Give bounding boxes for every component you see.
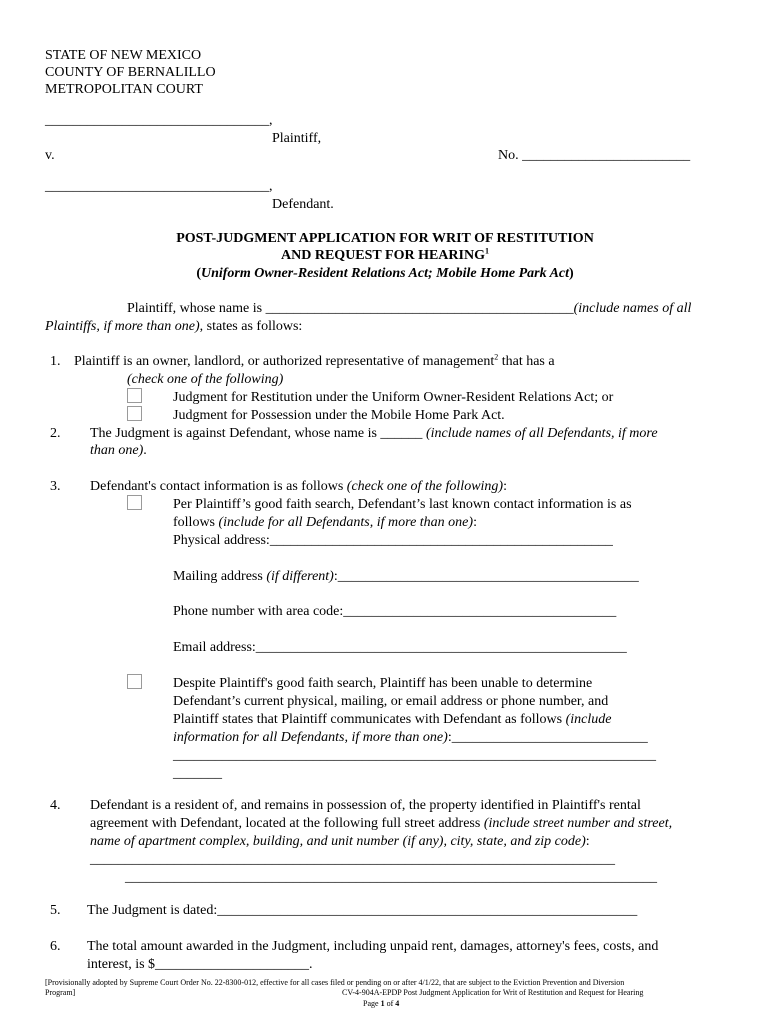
contact-unknown-hint-cont: information for all Defendants, if more than one) (173, 730, 448, 745)
contact-method-blank-line2[interactable]: _____________________________________________________________________ (173, 748, 656, 763)
contact-unknown-text: Plaintiff states that Plaintiff communicates with Defendant as follows (173, 712, 566, 727)
contact-known-hint: (include for all Defendants, if more than one) (218, 515, 474, 530)
subtitle-acts: Uniform Owner-Resident Relations Act; Mobile Home Park Act (200, 266, 570, 281)
judgment-possession-label: Judgment for Possession under the Mobile Home Park Act. (173, 408, 505, 423)
page-total: 4 (395, 999, 400, 1008)
defendant-label: Defendant. (272, 197, 334, 212)
item4-number: 4. (50, 798, 61, 813)
intro-hint-cont: Plaintiffs, if more than one) (45, 319, 200, 334)
defendant-name-blank: ________________________________, (45, 179, 273, 194)
footer-program: Program] (45, 988, 76, 997)
item1-text (74, 353, 555, 370)
case-number-field: No. ________________________ (498, 148, 691, 163)
footnote-ref-2: 2 (494, 352, 499, 362)
intro-line2 (45, 318, 302, 335)
mailing-address-blank[interactable]: :___________________________________________ (333, 569, 639, 584)
email-address-field[interactable]: Email address:_____________________________________________________ (173, 640, 627, 655)
item3-number: 3. (50, 479, 61, 494)
rental-address-blank-line1[interactable]: ___________________________________________________________________________ (90, 852, 615, 867)
item3-colon: : (503, 479, 507, 494)
judgment-amount-field[interactable]: interest, is $______________________. (87, 957, 313, 972)
item6-line1: The total amount awarded in the Judgment, including unpaid rent, damages, attorney's fees, costs, and (87, 939, 659, 954)
item2-end: . (143, 443, 147, 458)
contact-unknown-line4 (173, 729, 648, 746)
contact-method-blank[interactable]: :____________________________ (447, 730, 648, 745)
plaintiff-names-blank-tail: _____ (538, 301, 574, 316)
plaintiff-name-blank: ________________________________, (45, 113, 273, 128)
item4-line1: Defendant is a resident of, and remains in possession of, the property identified in Plaintiff's rental (90, 798, 641, 813)
item2-line2 (90, 442, 147, 459)
contact-known-line1: Per Plaintiff’s good faith search, Defendant’s last known contact information is as (173, 497, 632, 512)
item2-line1 (90, 425, 658, 442)
judgment-restitution-checkbox[interactable] (127, 388, 142, 403)
item3-text: Defendant's contact information is as follows (90, 479, 347, 494)
item3-line1 (90, 478, 507, 495)
item4-line3 (90, 833, 590, 850)
footer-adoption-note: [Provisionally adopted by Supreme Court Order No. 22-8300-012, effective for all cases filed or pending on or after 4/1/22, that are subject to the Eviction Prevention and Diversion (45, 978, 625, 987)
page-indicator (363, 999, 399, 1009)
item4-hint-cont: name of apartment complex, building, and unit number (if any), city, state, and zip code) (90, 834, 586, 849)
rental-address-blank-line2[interactable]: ____________________________________________________________________________ (125, 870, 657, 885)
item2-text: The Judgment is against Defendant, whose name is ______ (90, 426, 426, 441)
title-line2-text: AND REQUEST FOR HEARING (281, 248, 485, 263)
contact-unknown-checkbox[interactable] (127, 674, 142, 689)
mailing-address-label: Mailing address (173, 569, 267, 584)
subtitle-open: ( (196, 266, 201, 281)
page-label: Page (363, 999, 381, 1008)
page-number: 1 (380, 999, 385, 1008)
contact-known-follows: follows (173, 515, 219, 530)
contact-known-checkbox[interactable] (127, 495, 142, 510)
mailing-address-field (173, 568, 639, 585)
contact-unknown-hint: (include (565, 712, 612, 727)
contact-unknown-line2: Defendant’s current physical, mailing, or email address or phone number, and (173, 694, 609, 709)
plaintiff-names-blank: _______________________________________ (265, 301, 539, 316)
item1-number: 1. (50, 354, 61, 369)
court-name: METROPOLITAN COURT (45, 82, 203, 97)
contact-unknown-line3 (173, 711, 611, 728)
document-subtitle (0, 265, 770, 282)
court-state: STATE OF NEW MEXICO (45, 48, 202, 63)
item4-text: agreement with Defendant, located at the following full street address (90, 816, 484, 831)
contact-method-blank-line3[interactable]: _______ (173, 766, 222, 781)
document-title-line2 (0, 247, 770, 264)
item4-line2 (90, 815, 672, 832)
intro-text: Plaintiff, whose name is (127, 301, 266, 316)
item2-number: 2. (50, 426, 61, 441)
document-title-line1: POST-JUDGMENT APPLICATION FOR WRIT OF RESTITUTION (176, 231, 594, 246)
judgment-possession-checkbox[interactable] (127, 406, 142, 421)
footer-form-id: CV-4-904A-EPDP Post Judgment Application for Writ of Restitution and Request for Hearing (342, 988, 644, 997)
item5-number: 5. (50, 903, 61, 918)
intro-hint: (include names of all (573, 301, 692, 316)
contact-known-colon: : (473, 515, 477, 530)
item4-colon: : (585, 834, 590, 849)
item1-statement-end: that has a (498, 354, 555, 369)
versus-label: v. (45, 148, 55, 163)
plaintiff-label: Plaintiff, (272, 131, 322, 146)
mailing-address-hint: (if different) (266, 569, 334, 584)
judgment-date-field[interactable]: The Judgment is dated:____________________________________________________________ (87, 903, 638, 918)
item2-hint-cont: than one) (90, 443, 144, 458)
court-county: COUNTY OF BERNALILLO (45, 65, 216, 80)
judgment-restitution-label: Judgment for Restitution under the Uniform Owner-Resident Relations Act; or (173, 390, 614, 405)
phone-number-field[interactable]: Phone number with area code:_______________________________________ (173, 604, 617, 619)
item1-check-hint: (check one of the following) (127, 372, 284, 387)
item2-hint: (include names of all Defendants, if more (425, 426, 658, 441)
intro-text-end: , states as follows: (199, 319, 303, 334)
item6-number: 6. (50, 939, 61, 954)
contact-known-line2 (173, 514, 477, 531)
item3-hint: (check one of the following) (346, 479, 504, 494)
footnote-ref-1: 1 (484, 246, 489, 256)
page-of: of (384, 999, 396, 1008)
item1-statement: Plaintiff is an owner, landlord, or authorized representative of management (74, 354, 495, 369)
item4-hint: (include street number and street, (483, 816, 673, 831)
contact-unknown-line1: Despite Plaintiff's good faith search, Plaintiff has been unable to determine (173, 676, 593, 691)
intro-line1 (127, 300, 691, 317)
physical-address-field[interactable]: Physical address:_________________________________________________ (173, 533, 613, 548)
subtitle-close: ) (569, 266, 574, 281)
